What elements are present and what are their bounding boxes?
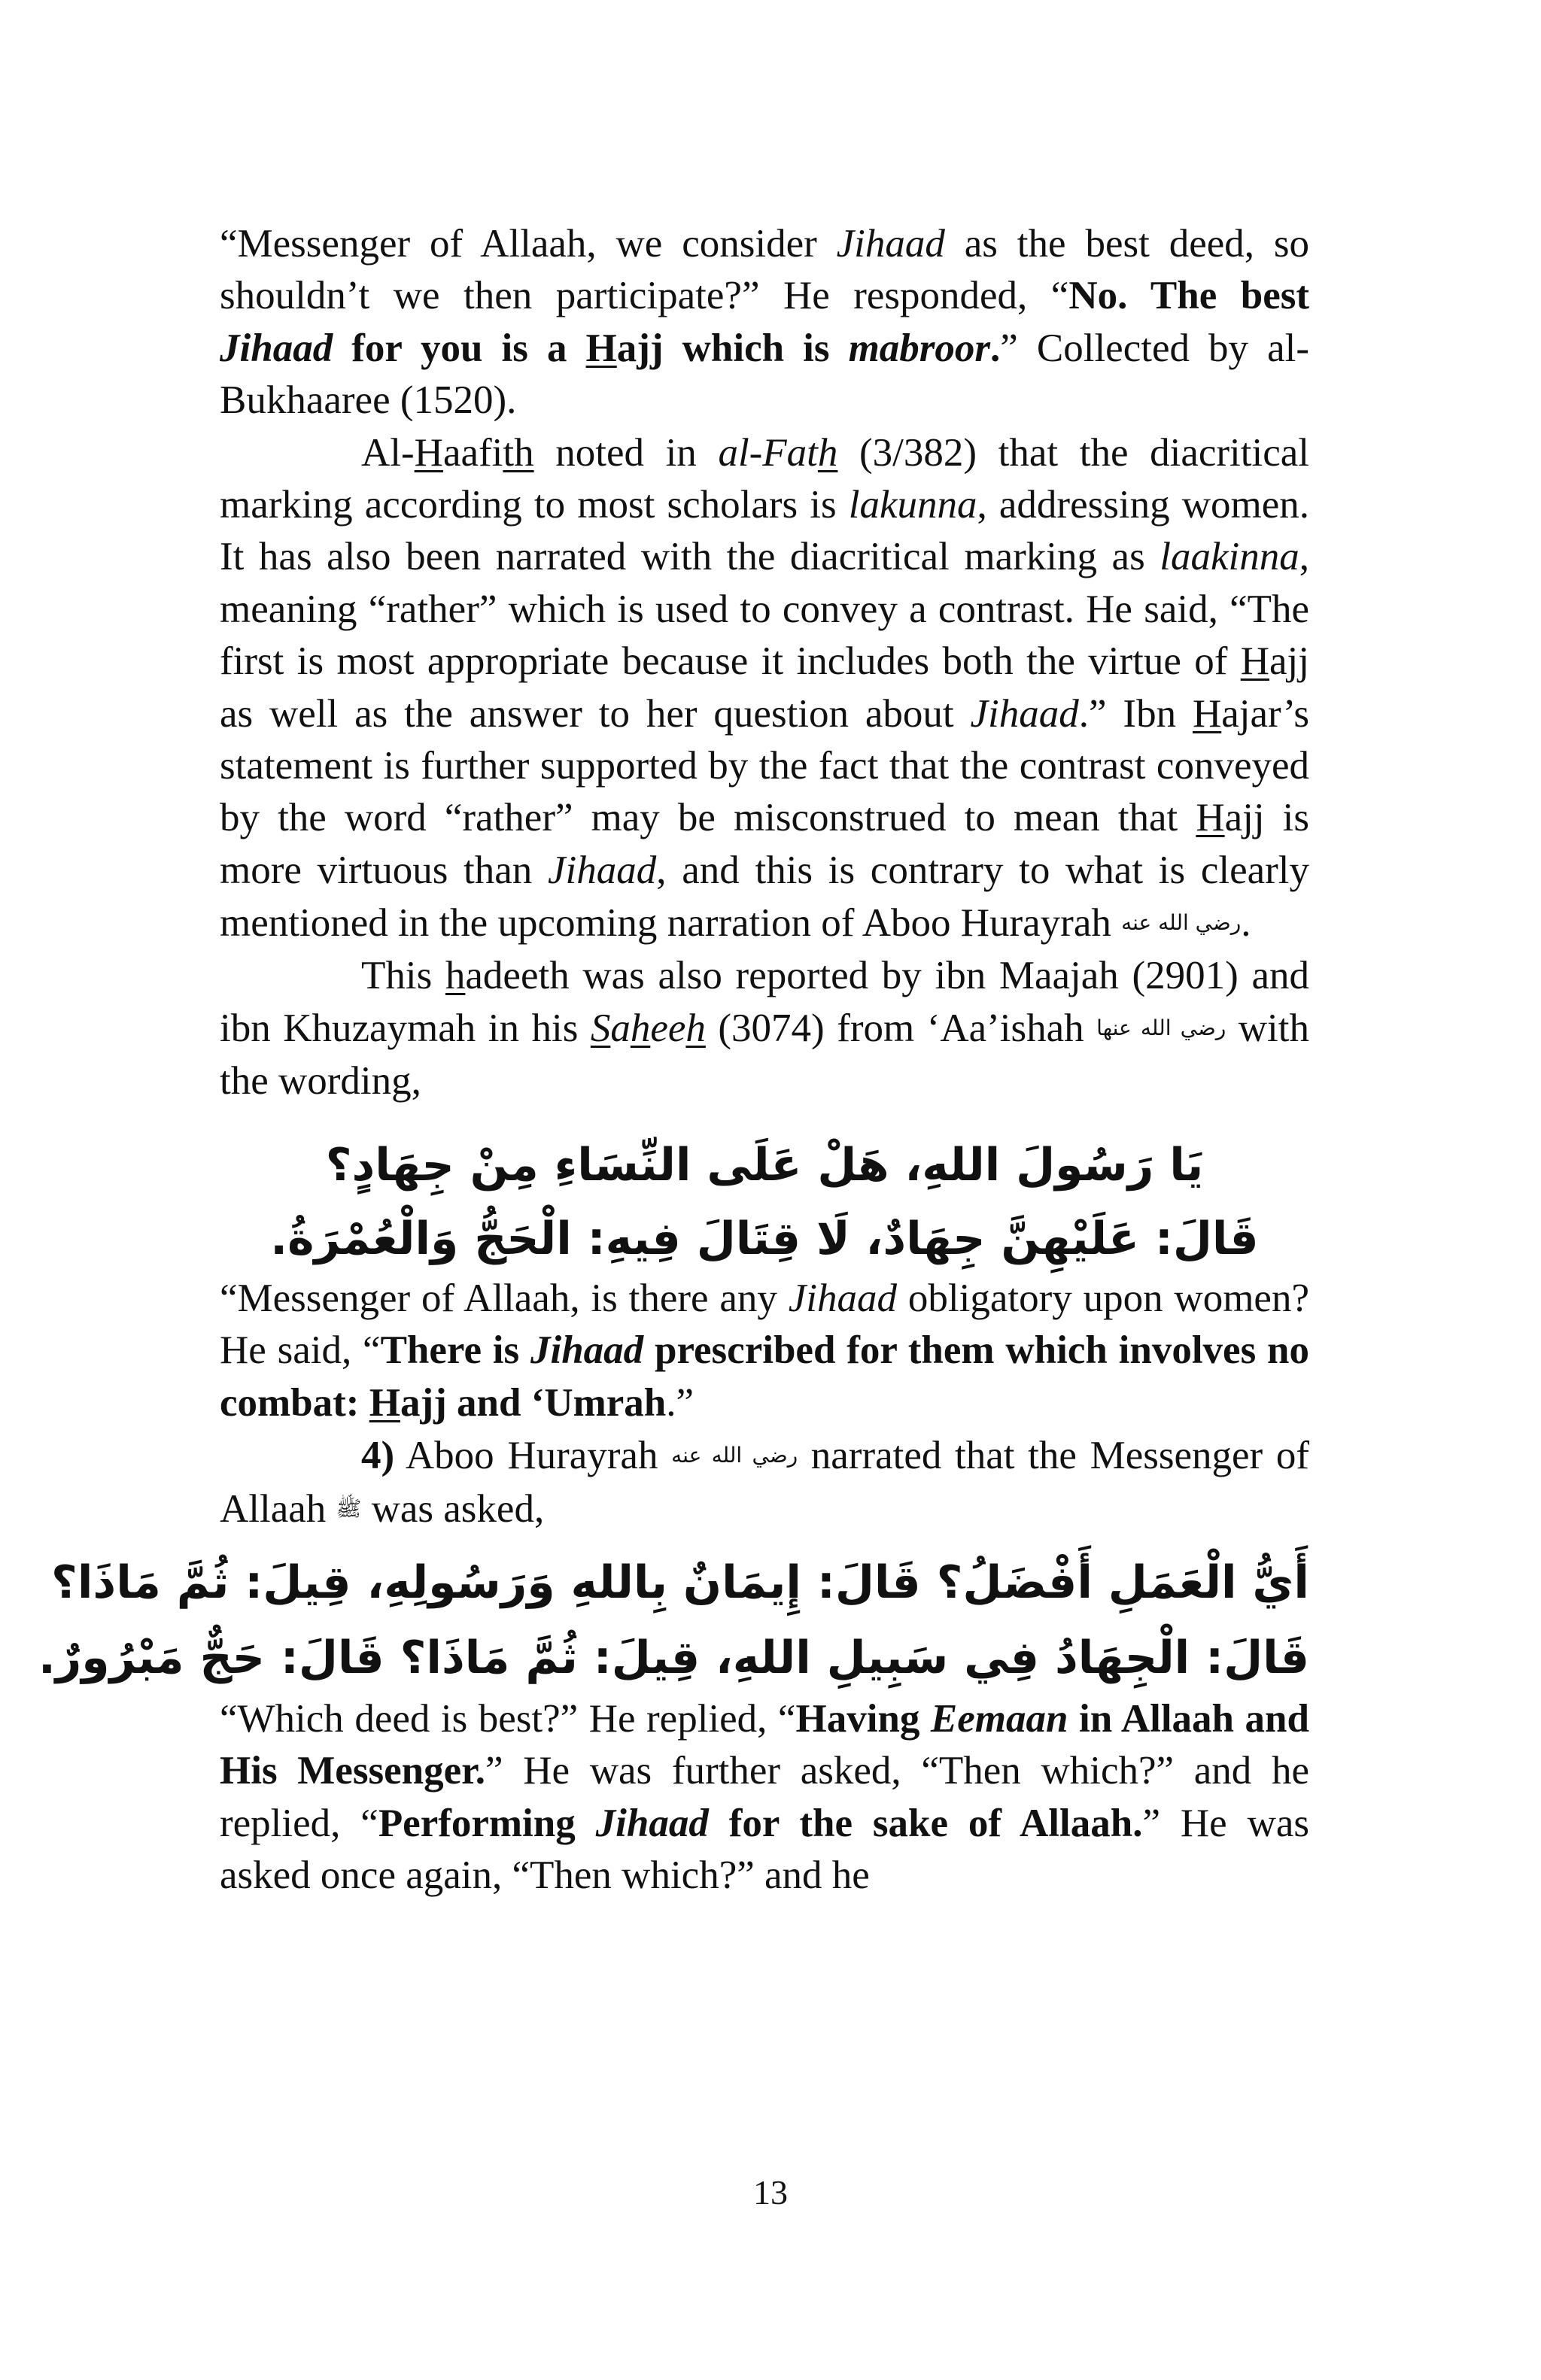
underlined-letter: h xyxy=(445,953,466,997)
page-number: 13 xyxy=(753,2173,788,2212)
bold-italic-term: mabroor xyxy=(848,326,991,370)
bold-text: Performing xyxy=(378,1801,596,1845)
bold-italic-term: Jihaad xyxy=(595,1801,709,1845)
text-run: aafi xyxy=(442,430,503,475)
italic-term: ee xyxy=(650,1006,686,1051)
underlined-letter: H xyxy=(1196,796,1225,840)
paragraph-3 xyxy=(220,950,1309,1107)
bold-text: prescribed for them which involves no combat: xyxy=(220,1328,1309,1425)
text-run: (3/382) that the diacritical marking according to most scholars is xyxy=(220,430,1309,527)
paragraph-2 xyxy=(220,427,1309,950)
underlined-letter: H xyxy=(1240,639,1270,684)
underlined-letter: H xyxy=(585,326,617,370)
text-run: (3074) from ‘Aa’ishah xyxy=(705,1006,1097,1051)
italic-term: lakunna xyxy=(848,483,977,527)
bold-text: for you is a xyxy=(333,326,586,370)
bold-text: ajj and ‘Umrah xyxy=(400,1380,667,1425)
text-run: ” Collected by al-Bukhaaree (1520). xyxy=(220,326,1309,423)
text-run: .” Ibn xyxy=(1078,691,1193,736)
arabic-line-1: يَا رَسُولَ اللهِ، هَلْ عَلَى النِّسَاءِ مِنْ جِهَادٍ؟ xyxy=(325,1138,1204,1192)
paragraph-6 xyxy=(220,1693,1309,1902)
paragraph-5 xyxy=(220,1429,1309,1535)
text-run: ” He was further asked, “Then which?” and he replied, “ xyxy=(220,1749,1309,1845)
italic-term: Jihaad xyxy=(970,691,1079,736)
text-run: , and this is contrary to what is clearly mentioned in the upcoming narration of Aboo Hurayrah xyxy=(220,848,1310,946)
text-run: .” xyxy=(666,1380,695,1425)
bold-text: ajj which is xyxy=(616,326,849,370)
underlined-letter: th xyxy=(503,430,534,475)
honorific-glyph: ﷺ xyxy=(336,1495,362,1521)
text-run: Al- xyxy=(361,430,415,475)
underlined-letter: H xyxy=(1192,691,1222,736)
text-run: Aboo Hurayrah xyxy=(394,1434,672,1478)
text-run: adeeth was also reported by ibn Maajah (2901) and ibn Khuzaymah in his xyxy=(220,953,1309,1051)
text-run: ajj as well as the answer to her question about xyxy=(220,639,1309,736)
bold-text: in Allaah and His Messenger. xyxy=(220,1696,1309,1793)
paragraph-1 xyxy=(220,218,1309,427)
honorific-glyph: رضي الله عنها xyxy=(1096,1015,1226,1041)
italic-term: Jihaad xyxy=(788,1276,898,1320)
text-run: as the best deed, so shouldn’t we then participate?” He responded, “ xyxy=(220,222,1310,318)
honorific-glyph: رضي الله عنه xyxy=(1121,910,1242,936)
text-run: ajj is more virtuous than xyxy=(220,796,1309,892)
text-run: , addressing women. It has also been narrated with the diacritical marking as xyxy=(220,483,1309,579)
text-run: This xyxy=(361,953,445,997)
text-run: was asked, xyxy=(361,1486,545,1531)
paragraph-4 xyxy=(220,1273,1309,1429)
text-run: . xyxy=(1241,901,1251,946)
arabic-line-3: أَيُّ الْعَمَلِ أَفْضَلُ؟ قَالَ: إِيمَانٌ بِاللهِ وَرَسُولِهِ، قِيلَ: ثُمَّ مَاذَا؟ xyxy=(51,1556,1309,1609)
bold-italic-term: Jihaad xyxy=(220,326,333,370)
text-run: narrated that the Messenger of Allaah xyxy=(220,1434,1309,1531)
underlined-letter: h xyxy=(685,1006,706,1051)
hadith-number: 4) xyxy=(361,1434,395,1478)
italic-term: Jihaad xyxy=(836,222,945,266)
bold-text: . xyxy=(990,326,1001,370)
text-run: ” He was asked once again, “Then which?” and he xyxy=(220,1801,1310,1898)
text-run: , meaning “rather” which is used to convey a contrast. He said, “The first is most appropriate because it includes both the virtue of xyxy=(220,535,1309,684)
text-run: “Messenger of Allaah, we consider xyxy=(220,222,837,266)
underlined-letter: h xyxy=(817,430,838,475)
italic-term: Jihaad xyxy=(548,848,657,892)
underlined-letter: H xyxy=(414,430,443,475)
underlined-letter: h xyxy=(630,1006,651,1051)
arabic-line-2: قَالَ: عَلَيْهِنَّ جِهَادٌ، لَا قِتَالَ فِيهِ: الْحَجُّ وَالْعُمْرَةُ. xyxy=(270,1212,1259,1265)
italic-term: laakinna xyxy=(1160,535,1299,579)
arabic-line-4: قَالَ: الْجِهَادُ فِي سَبِيلِ اللهِ، قِيلَ: ثُمَّ مَاذَا؟ قَالَ: حَجٌّ مَبْرُورٌ. xyxy=(38,1631,1309,1684)
body-text xyxy=(38,218,1310,1902)
italic-term: al-Fat xyxy=(718,430,818,475)
text-run: obligatory upon women? He said, “ xyxy=(220,1276,1309,1373)
bold-italic-term: Jihaad xyxy=(530,1328,644,1373)
bold-italic-term: Eemaan xyxy=(930,1696,1068,1741)
text-run: ajar’s statement is further supported by the fact that the contrast conveyed by the word “rather” may be misconstrued to mean that xyxy=(220,691,1309,840)
bold-text: There is xyxy=(380,1328,530,1373)
bold-text: Having xyxy=(795,1696,931,1741)
underlined-letter: H xyxy=(369,1380,400,1425)
text-run: “Which deed is best?” He replied, “ xyxy=(220,1696,796,1741)
italic-term: a xyxy=(610,1006,631,1051)
text-run: noted in xyxy=(533,430,719,475)
bold-text: for the sake of Allaah. xyxy=(708,1801,1143,1845)
underlined-letter: S xyxy=(590,1006,611,1051)
text-run: “Messenger of Allaah, is there any xyxy=(220,1276,789,1320)
bold-text: No. The best xyxy=(1068,274,1309,318)
text-run: with the wording, xyxy=(220,1006,1309,1103)
honorific-glyph: رضي الله عنه xyxy=(671,1443,798,1468)
